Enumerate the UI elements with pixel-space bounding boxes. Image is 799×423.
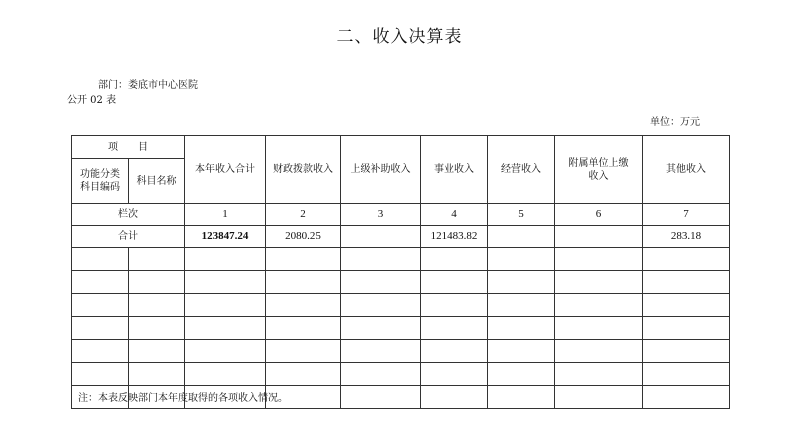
table-row [72,271,730,294]
table-cell [555,363,643,386]
table-cell [341,294,421,317]
table-cell [129,340,185,363]
table-cell [643,363,730,386]
col-header: 上级补助收入 [341,136,421,204]
table-cell [643,294,730,317]
table-cell [488,294,555,317]
table-cell [129,317,185,340]
table-cell [129,363,185,386]
table-row [72,317,730,340]
table-cell [488,271,555,294]
table-cell [488,317,555,340]
total-cell [341,226,421,248]
index-cell: 2 [266,204,341,226]
table-cell [421,294,488,317]
header-subject-name: 科目名称 [129,159,185,204]
table-cell [72,363,129,386]
index-cell: 1 [185,204,266,226]
table-cell [643,271,730,294]
table-cell [555,317,643,340]
table-cell [185,317,266,340]
header-item: 项 目 [72,136,185,159]
table-row [72,363,730,386]
table-cell [555,386,643,409]
col-header: 经营收入 [488,136,555,204]
table-cell [185,248,266,271]
table-cell [421,340,488,363]
table-cell [643,340,730,363]
table-cell [421,317,488,340]
col-header: 其他收入 [643,136,730,204]
table-cell [72,271,129,294]
form-number: 公开 02 表 [67,95,117,106]
header-func-code: 功能分类 科目编码 [72,159,129,204]
table-cell [488,386,555,409]
table-cell [555,294,643,317]
index-row [72,204,730,226]
table-cell [488,248,555,271]
table-cell [129,294,185,317]
unit-label: 单位：万元 [650,117,700,128]
table-cell [341,317,421,340]
index-label: 栏次 [72,204,185,226]
index-cell: 3 [341,204,421,226]
header-row-1 [72,136,730,159]
total-cell: 283.18 [643,226,730,248]
total-cell: 121483.82 [421,226,488,248]
index-cell: 4 [421,204,488,226]
table-cell [341,386,421,409]
table-cell [421,271,488,294]
col-header: 财政拨款收入 [266,136,341,204]
table-cell [266,363,341,386]
table-cell [72,340,129,363]
col-header: 事业收入 [421,136,488,204]
table-cell [266,294,341,317]
index-cell: 7 [643,204,730,226]
table-cell [266,248,341,271]
total-cell [555,226,643,248]
table-cell [421,363,488,386]
table-cell [185,271,266,294]
table-cell [555,248,643,271]
table-cell [488,340,555,363]
table-cell [488,363,555,386]
table-cell [421,386,488,409]
total-cell: 2080.25 [266,226,341,248]
total-label: 合计 [72,226,185,248]
table-cell [341,248,421,271]
table-cell [341,363,421,386]
table-cell [341,340,421,363]
table-cell [266,317,341,340]
table-cell [72,248,129,271]
table-cell [129,271,185,294]
table-row [72,340,730,363]
table-cell [266,340,341,363]
page-title: 二、收入决算表 [336,27,463,47]
total-cell [488,226,555,248]
table-cell [129,248,185,271]
table-cell [421,248,488,271]
income-table [71,135,730,409]
table-cell [185,340,266,363]
table-cell [341,271,421,294]
table-row [72,294,730,317]
table-cell [643,317,730,340]
table-cell [72,294,129,317]
total-row [72,226,730,248]
table-cell [266,271,341,294]
total-cell: 123847.24 [185,226,266,248]
index-cell: 6 [555,204,643,226]
table-cell [185,363,266,386]
table-cell [555,340,643,363]
table-cell [185,294,266,317]
col-header: 本年收入合计 [185,136,266,204]
table-cell [643,386,730,409]
index-cell: 5 [488,204,555,226]
department-label: 部门：娄底市中心医院 [98,80,198,91]
table-row [72,248,730,271]
table-cell [643,248,730,271]
table-cell [555,271,643,294]
footnote: 注：本表反映部门本年度取得的各项收入情况。 [78,393,288,404]
col-header: 附属单位上缴 收入 [555,136,643,204]
table-cell [72,317,129,340]
